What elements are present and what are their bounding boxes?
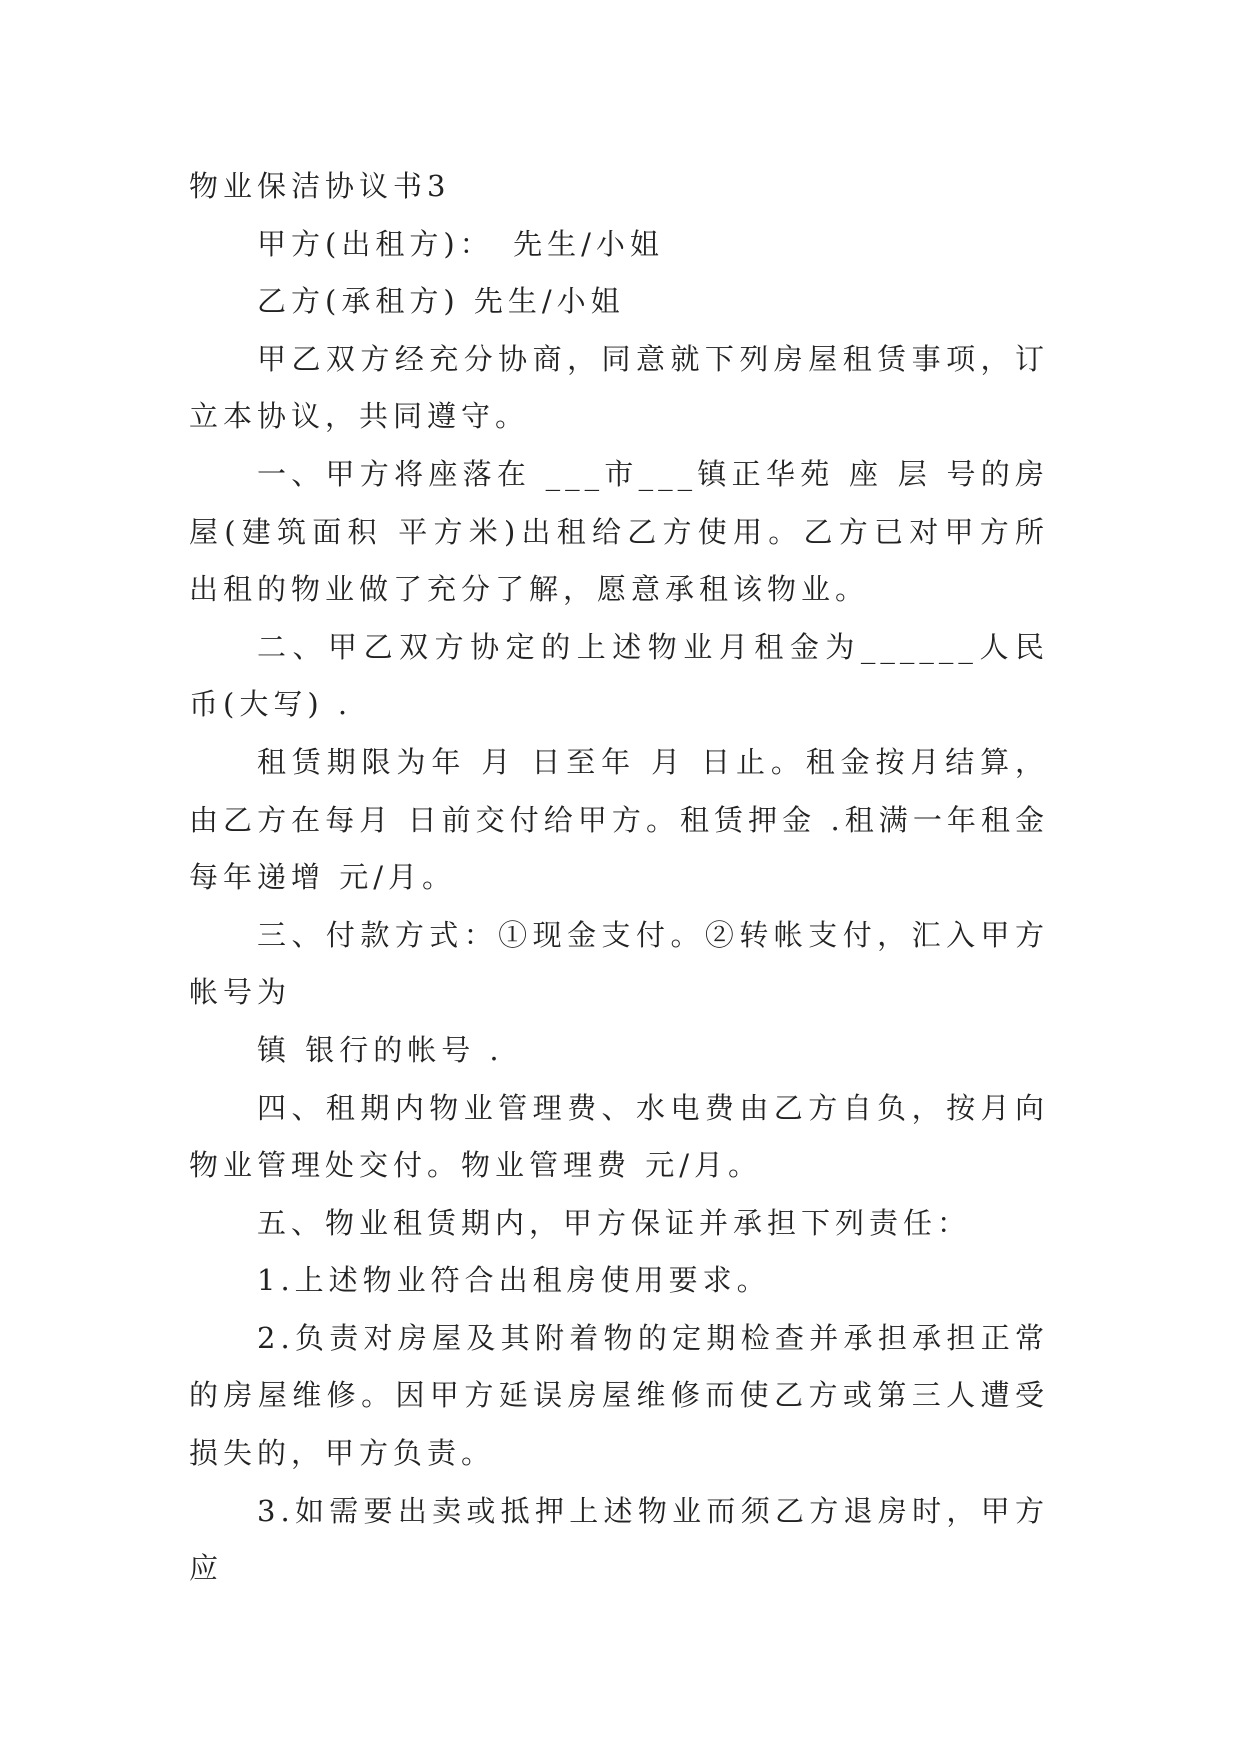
bank-account-line: 镇 银行的帐号 .	[257, 1032, 504, 1067]
document-title: 物业保洁协议书3	[189, 169, 451, 203]
clause-2-paragraph: 二、甲乙双方协定的上述物业月租金为______人民币(大写) .	[189, 629, 1049, 722]
preamble-paragraph: 甲乙双方经充分协商，同意就下列房屋租赁事项，订立本协议，共同遵守。	[189, 341, 1049, 434]
clause-4-paragraph: 四、租期内物业管理费、水电费由乙方自负，按月向物业管理处交付。物业管理费 元/月。	[189, 1090, 1049, 1183]
clause-3-paragraph: 三、付款方式：①现金支付。②转帐支付，汇入甲方帐号为	[189, 917, 1049, 1010]
item-2-paragraph: 2.负责对房屋及其附着物的定期检查并承担承担正常的房屋维修。因甲方延误房屋维修而使乙方或第三人遭受损失的，甲方负责。	[189, 1320, 1049, 1471]
party-a-line: 甲方(出租方)： 先生/小姐	[257, 226, 664, 261]
item-1-paragraph: 1.上述物业符合出租房使用要求。	[257, 1263, 771, 1298]
clause-5-paragraph: 五、物业租赁期内，甲方保证并承担下列责任：	[257, 1205, 972, 1240]
clause-1-paragraph: 一、甲方将座落在 ___市___镇正华苑 座 层 号的房屋(建筑面积 平方米)出租给乙方使用。乙方已对甲方所出租的物业做了充分了解，愿意承租该物业。	[189, 456, 1049, 607]
party-b-line: 乙方(承租方) 先生/小姐	[257, 284, 625, 319]
document-body	[189, 158, 1049, 1598]
item-3-paragraph: 3.如需要出卖或抵押上述物业而须乙方退房时，甲方应	[189, 1493, 1049, 1586]
lease-term-paragraph: 租赁期限为年 月 日至年 月 日止。租金按月结算，由乙方在每月 日前交付给甲方。租赁押金 .租满一年租金每年递增 元/月。	[189, 744, 1049, 895]
